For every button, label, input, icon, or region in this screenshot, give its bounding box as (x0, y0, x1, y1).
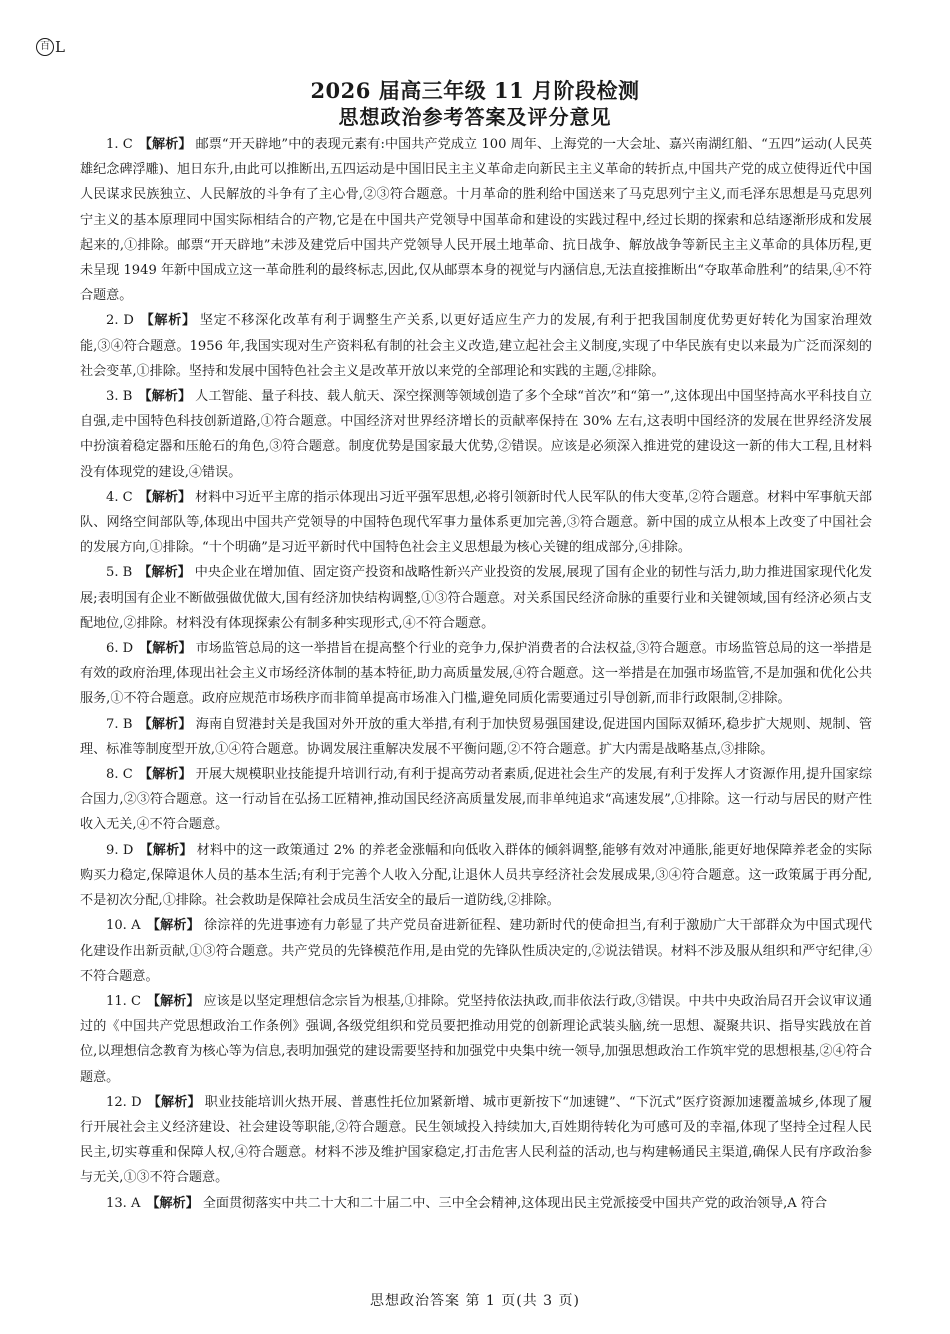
answer-number: 4. C (106, 489, 133, 505)
circled-mark-icon: 百 (36, 38, 54, 56)
answer-text: 徐淙祥的先进事迹有力彰显了共产党员奋进新征程、建功新时代的使命担当,有利于激励广大干部群众为中国式现代化建设作出新贡献,①③符合题意。共产党员的先锋模范作用,是由党的先锋队性质决定的,②说法错误。材料不涉及服从组织和严守纪律,④不符合题意。 (80, 918, 872, 984)
answer-number: 11. C (106, 993, 142, 1009)
answer-number: 9. D (106, 842, 134, 858)
analysis-tag: 【解析】 (139, 842, 193, 858)
answer-number: 2. D (106, 313, 134, 329)
answer-text: 人工智能、量子科技、载人航天、深空探测等领域创造了多个全球“首次”和“第一”,这体现出中国坚持高水平科技自立自强,走中国特色科技创新道路,①符合题意。中国经济对世界经济增长的贡献率保持在 30% 左右,这表明中国经济的发展在世界经济发展中扮演着稳定器和压舱石的角色,③符合题意。制度优势是国家最大优势,②错误。应该是必须深入推进党的建设这一新的伟大工程,且材料没有体现党的建设,④错误。 (80, 389, 873, 480)
answer-text: 应该是以坚定理想信念宗旨为根基,①排除。党坚持依法执政,而非依法行政,③错误。中共中央政治局召开会议审议通过的《中国共产党思想政治工作条例》强调,各级党组织和党员要把推动用党的创新理论武装头脑,统一思想、凝聚共识、指导实践放在首位,以理想信念教育为核心等为信息,表明加强党的建设需要坚持和加强党中央集中统一领导,加强思想政治工作筑牢党的思想根基,②④符合题意。 (80, 993, 872, 1085)
analysis-tag: 【解析】 (146, 918, 200, 934)
answer-item (80, 560, 872, 636)
answer-item (80, 762, 872, 838)
answer-text: 开展大规模职业技能提升培训行动,有利于提高劳动者素质,促进社会生产的发展,有利于发挥人才资源作用,提升国家综合国力,②③符合题意。这一行动旨在弘扬工匠精神,推动国民经济高质量发展,而非单纯追求“高速发展”,①排除。这一行动与居民的财产性收入无关,④不符合题意。 (80, 767, 872, 833)
answer-item (80, 1090, 872, 1191)
answer-item (80, 838, 872, 914)
analysis-tag: 【解析】 (146, 1195, 199, 1211)
answer-item (80, 913, 872, 989)
corner-mark (36, 38, 65, 56)
answer-number: 5. B (106, 565, 133, 581)
answer-text: 坚定不移深化改革有利于调整生产关系,以更好适应生产力的发展,有利于把我国制度优势更好转化为国家治理效能,③④符合题意。1956 年,我国实现对生产资料私有制的社会主义改造,建立起社会主义制度,实现了中华民族有史以来最为广泛而深刻的社会变革,①排除。坚持和发展中国特色社会主义是改革开放以来党的全部理论和实践的主题,②排除。 (80, 313, 872, 379)
answer-number: 3. B (106, 389, 133, 405)
analysis-tag: 【解析】 (138, 767, 192, 783)
answer-item (80, 1191, 872, 1216)
analysis-tag: 【解析】 (138, 565, 191, 581)
answer-list (80, 132, 872, 1216)
answer-number: 1. C (106, 137, 133, 152)
answer-number: 7. B (106, 716, 133, 732)
corner-letter: L (55, 38, 65, 56)
answer-text: 邮票“开天辟地”中的表现元素有:中国共产党成立 100 周年、上海党的一大会址、嘉兴南湖红船、“五四”运动(人民英雄纪念碑浮雕)、旭日东升,由此可以推断出,五四运动是中国旧民主主义革命走向新民主主义革命的转折点,中国共产党的成立使得近代中国人民谋求民族独立、人民解放的斗争有了主心骨,②③符合题意。十月革命的胜利给中国送来了马克思列宁主义,而毛泽东思想是马克思列宁主义的基本原理同中国实际相结合的产物,它是在中国共产党领导中国革命和建设的实践过程中,经过长期的探索和总结逐渐形成和发展起来的,①排除。邮票“开天辟地”未涉及建党后中国共产党领导人民开展土地革命、抗日战争、解放战争等新民主主义革命的具体历程,更未呈现 1949 年新中国成立这一革命胜利的最终标志,因此,仅从邮票本身的视觉与内涵信息,无法直接推断出“夺取革命胜利”的结果,④不符合题意。 (80, 137, 872, 304)
analysis-tag: 【解析】 (139, 641, 192, 657)
answer-item (80, 308, 872, 384)
page-footer: 思想政治答案 第 1 页(共 3 页) (370, 1293, 580, 1309)
answer-item (80, 384, 872, 485)
analysis-tag: 【解析】 (139, 313, 196, 329)
answer-item (80, 485, 872, 561)
document-title: 2026 届高三年级 11 月阶段检测 (310, 78, 640, 103)
analysis-tag: 【解析】 (138, 716, 192, 732)
answer-text: 中央企业在增加值、固定资产投资和战略性新兴产业投资的发展,展现了国有企业的韧性与活力,助力推进国家现代化发展;表明国有企业不断做强做优做大,国有经济加快结构调整,①③符合题意。对关系国民经济命脉的重要行业和关键领域,国有经济必须占支配地位,②排除。材料没有体现探索公有制多种实现形式,④不符合题意。 (80, 565, 873, 631)
answer-number: 10. A (106, 918, 141, 934)
answer-item (80, 989, 872, 1090)
analysis-tag: 【解析】 (147, 993, 200, 1009)
answer-text: 海南自贸港封关是我国对外开放的重大举措,有利于加快贸易强国建设,促进国内国际双循环,稳步扩大规则、规制、管理、标准等制度型开放,①④符合题意。协调发展注重解决发展不平衡问题,②不符合题意。扩大内需是战略基点,③排除。 (80, 716, 873, 757)
answer-text: 市场监管总局的这一举措旨在提高整个行业的竞争力,保护消费者的合法权益,③符合题意。市场监管总局的这一举措是有效的政府治理,体现出社会主义市场经济体制的基本特征,助力高质量发展,④符合题意。这一举措是在加强市场监管,不是加强和优化公共服务,①不符合题意。政府应规范市场秩序而非简单提高市场准入门槛,避免同质化需要通过引导创新,而非行政限制,②排除。 (80, 641, 873, 707)
answer-item (80, 636, 872, 712)
answer-text: 材料中的这一政策通过 2% 的养老金涨幅和向低收入群体的倾斜调整,能够有效对冲通胀,能更好地保障养老金的实际购买力稳定,保障退休人员的基本生活;有利于完善个人收入分配,让退休人员共享经济社会发展成果,③④符合题意。这一政策属于再分配,不是初次分配,①排除。社会救助是保障社会成员生活安全的最后一道防线,②排除。 (80, 842, 873, 909)
answer-item (80, 712, 872, 762)
answer-number: 12. D (106, 1094, 142, 1110)
analysis-tag: 【解析】 (138, 389, 192, 405)
answer-text: 全面贯彻落实中共二十大和二十届二中、三中全会精神,这体现出民主党派接受中国共产党的政治领导,A 符合 (202, 1195, 828, 1211)
answer-item (80, 132, 872, 308)
document-subtitle: 思想政治参考答案及评分意见 (338, 105, 612, 129)
answer-text: 材料中习近平主席的指示体现出习近平强军思想,必将引领新时代人民军队的伟大变革,②符合题意。材料中军事航天部队、网络空间部队等,体现出中国共产党领导的中国特色现代军事力量体系更加完善,③符合题意。新中国的成立从根本上改变了中国社会的发展方向,①排除。“十个明确”是习近平新时代中国特色社会主义思想最为核心关键的组成部分,④排除。 (80, 489, 873, 556)
analysis-tag: 【解析】 (147, 1094, 201, 1110)
answer-text: 职业技能培训火热开展、普惠性托位加紧新增、城市更新按下“加速键”、“下沉式”医疗资源加速覆盖城乡,体现了履行开展社会主义经济建设、社会建设等职能,②符合题意。民生领域投入持续加大,百姓期待转化为可感可及的幸福,体现了坚持全过程人民民主,切实尊重和保障人权,④符合题意。材料不涉及维护国家稳定,打击危害人民利益的活动,也与构建畅通民主渠道,确保人民有序政治参与无关,①③不符合题意。 (80, 1094, 873, 1186)
answer-number: 13. A (106, 1195, 141, 1211)
answer-number: 6. D (106, 641, 134, 657)
analysis-tag: 【解析】 (138, 137, 192, 152)
answer-number: 8. C (106, 767, 133, 783)
analysis-tag: 【解析】 (138, 489, 192, 505)
